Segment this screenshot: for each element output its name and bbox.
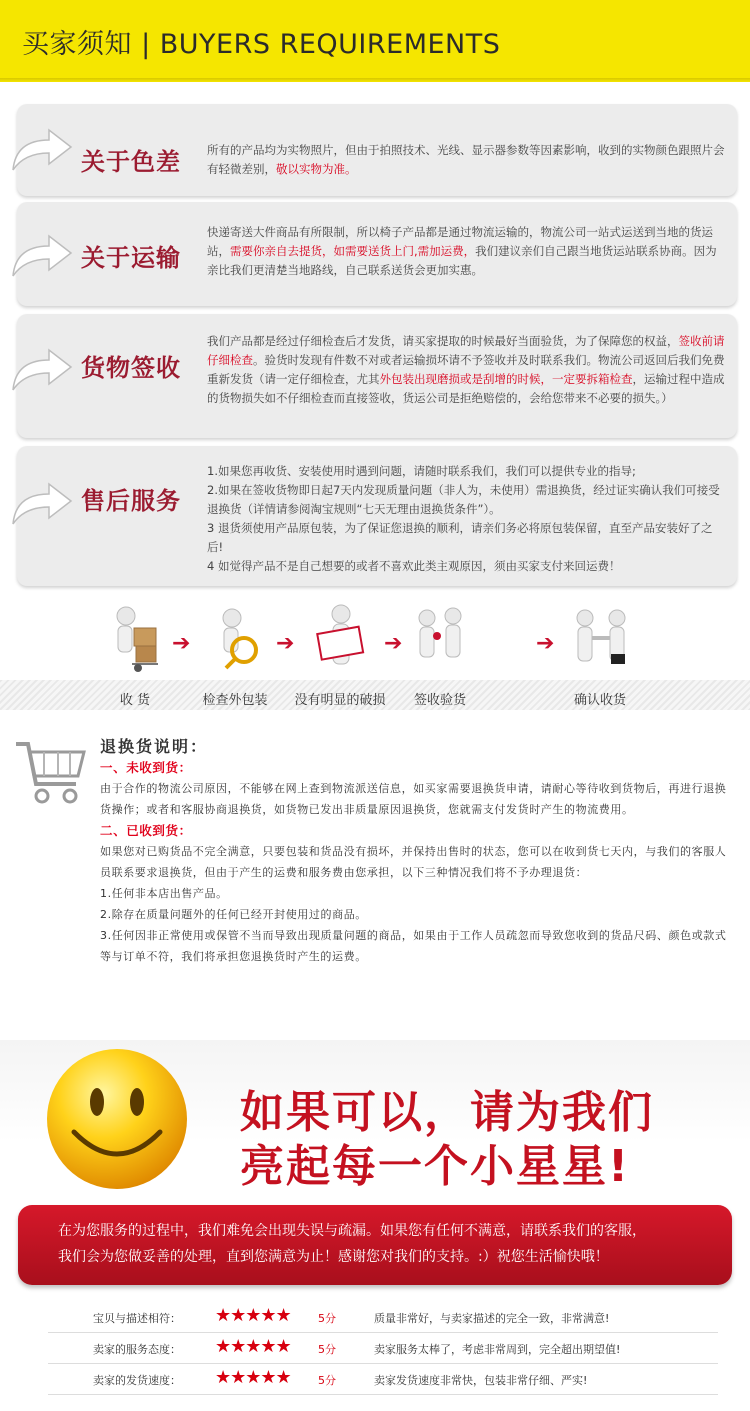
page-title: 买家须知 | BUYERS REQUIREMENTS (22, 29, 501, 60)
after-sales-item-4: 4 如觉得产品不是自己想要的或者不喜欢此类主观原因，须由买家支付来回运费！ (207, 559, 621, 573)
curved-arrow-icon (7, 226, 77, 286)
rating-score: 5分 (318, 1343, 336, 1356)
rating-row (48, 1333, 718, 1364)
body-text: 。验货时发现有件数不对或者运输损坏请不予签收并及时联系我们。物流公司返回后我们免费重新发货（请一定仔细检查，尤其 (207, 353, 725, 386)
arrow-right-icon: ➔ (536, 631, 555, 656)
sign-figure-icon (313, 602, 369, 676)
arrow-right-icon: ➔ (276, 631, 295, 656)
card-title: 关于运输 (81, 244, 181, 272)
smiley-banner (0, 1040, 750, 1210)
body-text: 我们产品都是经过仔细检查后才发货，请买家提取的时候最好当面验货，为了保障您的权益， (207, 334, 679, 348)
shopping-cart-icon (14, 736, 88, 808)
body-text: 我们建议亲们自己跟当地货运站联系协商。因为亲比我们更清楚当地路线，自己联系送货会更加实惠。 (207, 244, 717, 277)
after-sales-item-1: 1.如果您再收货、安装使用时遇到问题，请随时联系我们，我们可以提供专业的指导; (207, 464, 636, 478)
star-rating-icon: ★★★★★ (215, 1336, 291, 1357)
card-title: 关于色差 (81, 148, 181, 176)
returns-para: 由于合作的物流公司原因，不能够在网上查到物流派送信息，如买家需要退换货申请，请耐心等待收到货物后，再进行退换货操作；或者和客服协商退换货，如货物已发出非质量原因退换货，您就需支付发货时产生的物流费用。 (100, 782, 727, 816)
rating-score: 5分 (318, 1312, 336, 1325)
two-figures-icon (413, 602, 469, 676)
rating-label: 宝贝与描述相符： (93, 1312, 181, 1325)
card-body (207, 141, 727, 179)
card-title: 售后服务 (81, 487, 181, 515)
after-sales-item-3: 3 退货须使用产品原包装，为了保证您退换的顺利，请亲们务必将原包装保留，直至产品安装好了之后! (207, 521, 713, 554)
body-text: 所有的产品均为实物照片，但由于拍照技术、光线、显示器参数等因素影响，收到的实物颜色跟照片会有轻微差别， (207, 143, 725, 176)
arrow-right-icon: ➔ (384, 631, 403, 656)
returns-rule-3: 3.任何因非正常使用或保管不当而导致出现质量问题的商品，如果由于工作人员疏忽而导致您收到的货品尺码、颜色或款式等与订单不符，我们将承担您退换货时产生的运费。 (100, 929, 727, 963)
curved-arrow-icon (7, 120, 77, 180)
step-label: 确认收货 (573, 693, 626, 708)
card-color-difference (17, 104, 737, 196)
header-strip (0, 78, 750, 82)
returns-title: 退换货说明： (100, 737, 209, 756)
body-text: ，运输过程中造成的货物损失如不仔细检查而直接签收，货运公司是拒绝赔偿的，会给您带来不必要的损失。） (207, 372, 725, 405)
returns-rule-1: 1.任何非本店出售产品。 (100, 887, 228, 900)
highlight-text: 敬以实物为准。 (276, 162, 357, 176)
service-note-bar (18, 1205, 732, 1285)
returns-heading-received: 二、已收到货： (100, 823, 192, 838)
body-text: 快递寄送大件商品有所限制，所以椅子产品都是通过物流运输的，物流公司一站式运送到当地的货运站， (207, 225, 713, 258)
banner-line-2: 亮起每一个小星星! (240, 1141, 631, 1192)
service-note-line-1: 在为您服务的过程中，我们难免会出现失误与疏漏。如果您有任何不满意，请联系我们的客服， (58, 1223, 646, 1239)
service-note-line-2: 我们会为您做妥善的处理，直到您满意为止！感谢您对我们的支持。:）祝您生活愉快哦！ (58, 1249, 609, 1265)
card-body (207, 223, 727, 280)
banner-line-1: 如果可以，请为我们 (240, 1087, 654, 1138)
page-header (0, 0, 750, 80)
delivery-process (0, 598, 750, 718)
rating-label: 卖家的发货速度： (93, 1374, 181, 1387)
rating-desc: 质量非常好，与卖家描述的完全一致，非常满意! (374, 1312, 610, 1325)
card-title: 货物签收 (81, 354, 181, 382)
returns-heading-not-received: 一、未收到货： (100, 760, 192, 775)
rating-label: 卖家的服务态度： (93, 1343, 181, 1356)
highlight-text: 需要你亲自去提货，如需要送货上门,需加运费， (230, 244, 476, 258)
rating-desc: 卖家发货速度非常快，包装非常仔细、严实! (374, 1374, 588, 1387)
curved-arrow-icon (7, 340, 77, 400)
card-sign-for-goods (17, 314, 737, 438)
rating-row (48, 1302, 718, 1333)
star-rating-icon: ★★★★★ (215, 1305, 291, 1326)
returns-para: 如果您对已购货品不完全满意，只要包装和货品没有损坏，并保持出售时的状态，您可以在收到货七天内，与我们的客服人员联系要求退换货，但由于产生的运费和服务费由您承担，以下三种情况我们将不予办理退货： (100, 845, 727, 879)
figure-with-boxes-icon (108, 602, 164, 676)
arrow-right-icon: ➔ (172, 631, 191, 656)
after-sales-item-2: 2.如果在签收货物即日起7天内发现质量问题（非人为，未使用）需退换货，经过证实确认我们可接受退换货（详情请参阅淘宝规则“七天无理由退换货条件”）。 (207, 483, 720, 516)
handshake-icon (573, 602, 629, 676)
magnifier-figure-icon (208, 602, 264, 676)
star-rating-icon: ★★★★★ (215, 1367, 291, 1388)
step-label: 签收验货 (413, 693, 466, 708)
curved-arrow-icon (7, 474, 77, 534)
card-body-list (207, 462, 727, 576)
highlight-text: 签收前请仔细检查 (207, 334, 725, 367)
highlight-text: 外包装出现磨损或是刮增的时候，一定要拆箱检查 (379, 372, 633, 386)
step-label: 检查外包装 (202, 693, 268, 708)
card-shipping (17, 202, 737, 306)
card-body (207, 332, 727, 408)
rating-score: 5分 (318, 1374, 336, 1387)
returns-body (100, 757, 730, 967)
step-label: 没有明显的破损 (294, 693, 386, 708)
rating-row (48, 1364, 718, 1395)
returns-rule-2: 2.除存在质量问题外的任何已经开封使用过的商品。 (100, 908, 367, 921)
card-after-sales (17, 446, 737, 586)
smiley-face-icon (42, 1044, 192, 1194)
rating-desc: 卖家服务太棒了，考虑非常周到，完全超出期望值! (374, 1343, 621, 1356)
step-label: 收 货 (119, 693, 151, 708)
